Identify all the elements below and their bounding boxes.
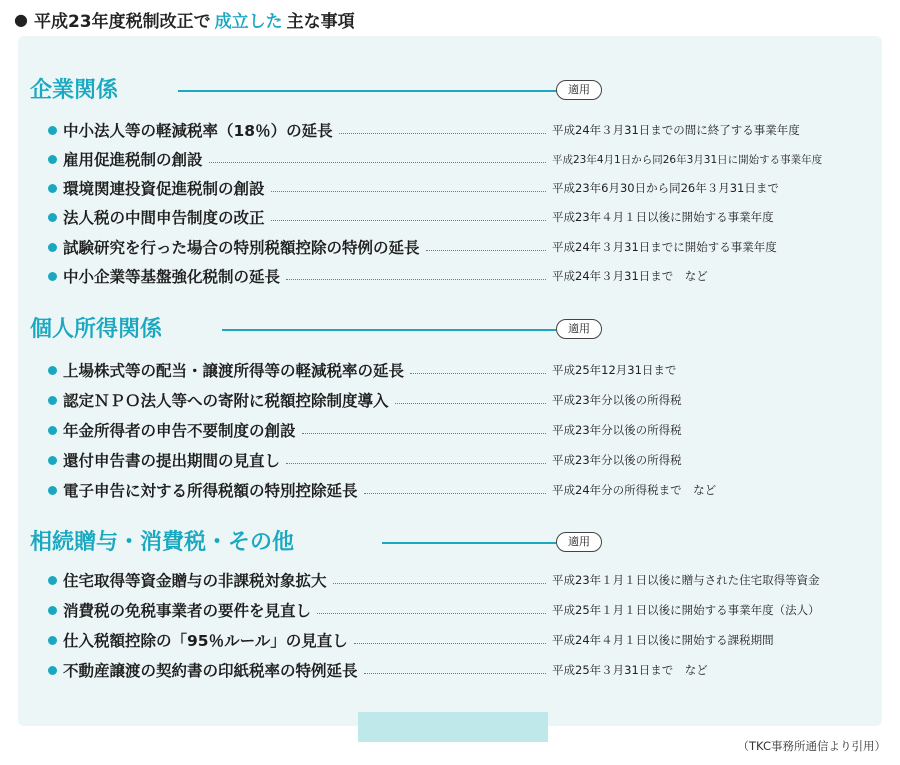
title-text-post: 主な事項 <box>286 11 355 32</box>
list-item <box>48 235 868 259</box>
bullet-icon <box>48 126 57 135</box>
item-label: 電子申告に対する所得税額の特別控除延長 <box>63 482 358 500</box>
section-rule <box>178 90 566 92</box>
item-label: 仕入税額控除の「95％ルール」の見直し <box>63 632 348 650</box>
title-bullet-icon: ● <box>14 9 28 29</box>
item-label: 認定ＮＰＯ法人等への寄附に税額控除制度導入 <box>63 392 389 410</box>
item-label: 上場株式等の配当・譲渡所得等の軽減税率の延長 <box>63 362 405 380</box>
list-item <box>48 418 868 442</box>
section-header-corporate <box>30 76 610 106</box>
bullet-icon <box>48 636 57 645</box>
applied-badge: 適用 <box>556 532 602 552</box>
section-heading: 個人所得関係 <box>30 317 163 342</box>
item-label: 試験研究を行った場合の特別税額控除の特例の延長 <box>63 239 420 257</box>
dotted-leader <box>426 250 546 251</box>
bullet-icon <box>48 486 57 495</box>
item-detail: 平成24年４月１日以後に開始する課税期間 <box>552 633 774 647</box>
panel-bottom-tab <box>358 712 548 742</box>
bullet-icon <box>48 606 57 615</box>
item-label: 年金所得者の申告不要制度の創設 <box>63 422 296 440</box>
item-detail: 平成24年３月31日までに開始する事業年度 <box>552 240 777 254</box>
item-detail: 平成25年３月31日まで など <box>552 663 708 677</box>
list-item <box>48 448 868 472</box>
dotted-leader <box>364 673 546 674</box>
dotted-leader <box>302 433 546 434</box>
bullet-icon <box>48 426 57 435</box>
item-label: 住宅取得等資金贈与の非課税対象拡大 <box>63 572 327 590</box>
section-header-personal-income <box>30 315 610 345</box>
list-item <box>48 358 868 382</box>
dotted-leader <box>410 373 546 374</box>
list-item <box>48 176 868 200</box>
item-detail: 平成25年12月31日まで <box>552 363 677 377</box>
title-text-pre: 平成23年度税制改正で <box>33 11 211 32</box>
item-detail: 平成23年分以後の所得税 <box>552 453 682 467</box>
item-detail: 平成23年6月30日から同26年３月31日まで <box>552 181 779 195</box>
page-title <box>14 6 355 32</box>
dotted-leader <box>395 403 546 404</box>
dotted-leader <box>339 133 546 134</box>
dotted-leader <box>209 162 546 163</box>
item-detail: 平成24年３月31日までの間に終了する事業年度 <box>552 123 800 137</box>
item-label: 環境関連投資促進税制の創設 <box>63 180 265 198</box>
item-label: 中小企業等基盤強化税制の延長 <box>63 268 281 286</box>
list-item <box>48 478 868 502</box>
list-item <box>48 264 868 288</box>
applied-badge: 適用 <box>556 319 602 339</box>
section-rule <box>382 542 556 544</box>
dotted-leader <box>333 583 546 584</box>
bullet-icon <box>48 155 57 164</box>
bullet-icon <box>48 456 57 465</box>
item-label: 法人税の中間申告制度の改正 <box>63 209 265 227</box>
item-label: 中小法人等の軽減税率（18％）の延長 <box>63 122 333 140</box>
bullet-icon <box>48 272 57 281</box>
list-item <box>48 205 868 229</box>
bullet-icon <box>48 396 57 405</box>
list-item <box>48 147 868 171</box>
list-item <box>48 598 868 622</box>
item-detail: 平成25年１月１日以後に開始する事業年度（法人） <box>552 603 820 617</box>
section-rule <box>222 329 556 331</box>
section-header-inheritance-consumption <box>30 528 610 558</box>
item-detail: 平成24年分の所得税まで など <box>552 483 717 497</box>
item-label: 消費税の免税事業者の要件を見直し <box>63 602 312 620</box>
list-item <box>48 628 868 652</box>
dotted-leader <box>364 493 546 494</box>
dotted-leader <box>271 220 546 221</box>
bullet-icon <box>48 366 57 375</box>
section-heading: 企業関係 <box>30 78 119 103</box>
bullet-icon <box>48 666 57 675</box>
bullet-icon <box>48 576 57 585</box>
item-detail: 平成23年4月1日から同26年3月31日に開始する事業年度 <box>552 153 823 166</box>
dotted-leader <box>286 279 546 280</box>
list-item <box>48 568 868 592</box>
title-text-accent: 成立した <box>214 11 283 32</box>
item-detail: 平成23年分以後の所得税 <box>552 393 682 407</box>
applied-badge: 適用 <box>556 80 602 100</box>
list-item <box>48 118 868 142</box>
dotted-leader <box>286 463 546 464</box>
item-detail: 平成23年１月１日以後に贈与された住宅取得等資金 <box>552 573 820 587</box>
dotted-leader <box>271 191 546 192</box>
source-credit: （TKC事務所通信より引用） <box>737 739 886 753</box>
bullet-icon <box>48 213 57 222</box>
item-detail: 平成23年４月１日以後に開始する事業年度 <box>552 210 774 224</box>
item-detail: 平成23年分以後の所得税 <box>552 423 682 437</box>
list-item <box>48 658 868 682</box>
item-label: 雇用促進税制の創設 <box>63 151 203 169</box>
bullet-icon <box>48 184 57 193</box>
dotted-leader <box>317 613 546 614</box>
section-heading: 相続贈与・消費税・その他 <box>30 530 295 555</box>
item-label: 還付申告書の提出期間の見直し <box>63 452 281 470</box>
list-item <box>48 388 868 412</box>
dotted-leader <box>354 643 546 644</box>
bullet-icon <box>48 243 57 252</box>
item-detail: 平成24年３月31日まで など <box>552 269 708 283</box>
item-label: 不動産譲渡の契約書の印紙税率の特例延長 <box>63 662 358 680</box>
